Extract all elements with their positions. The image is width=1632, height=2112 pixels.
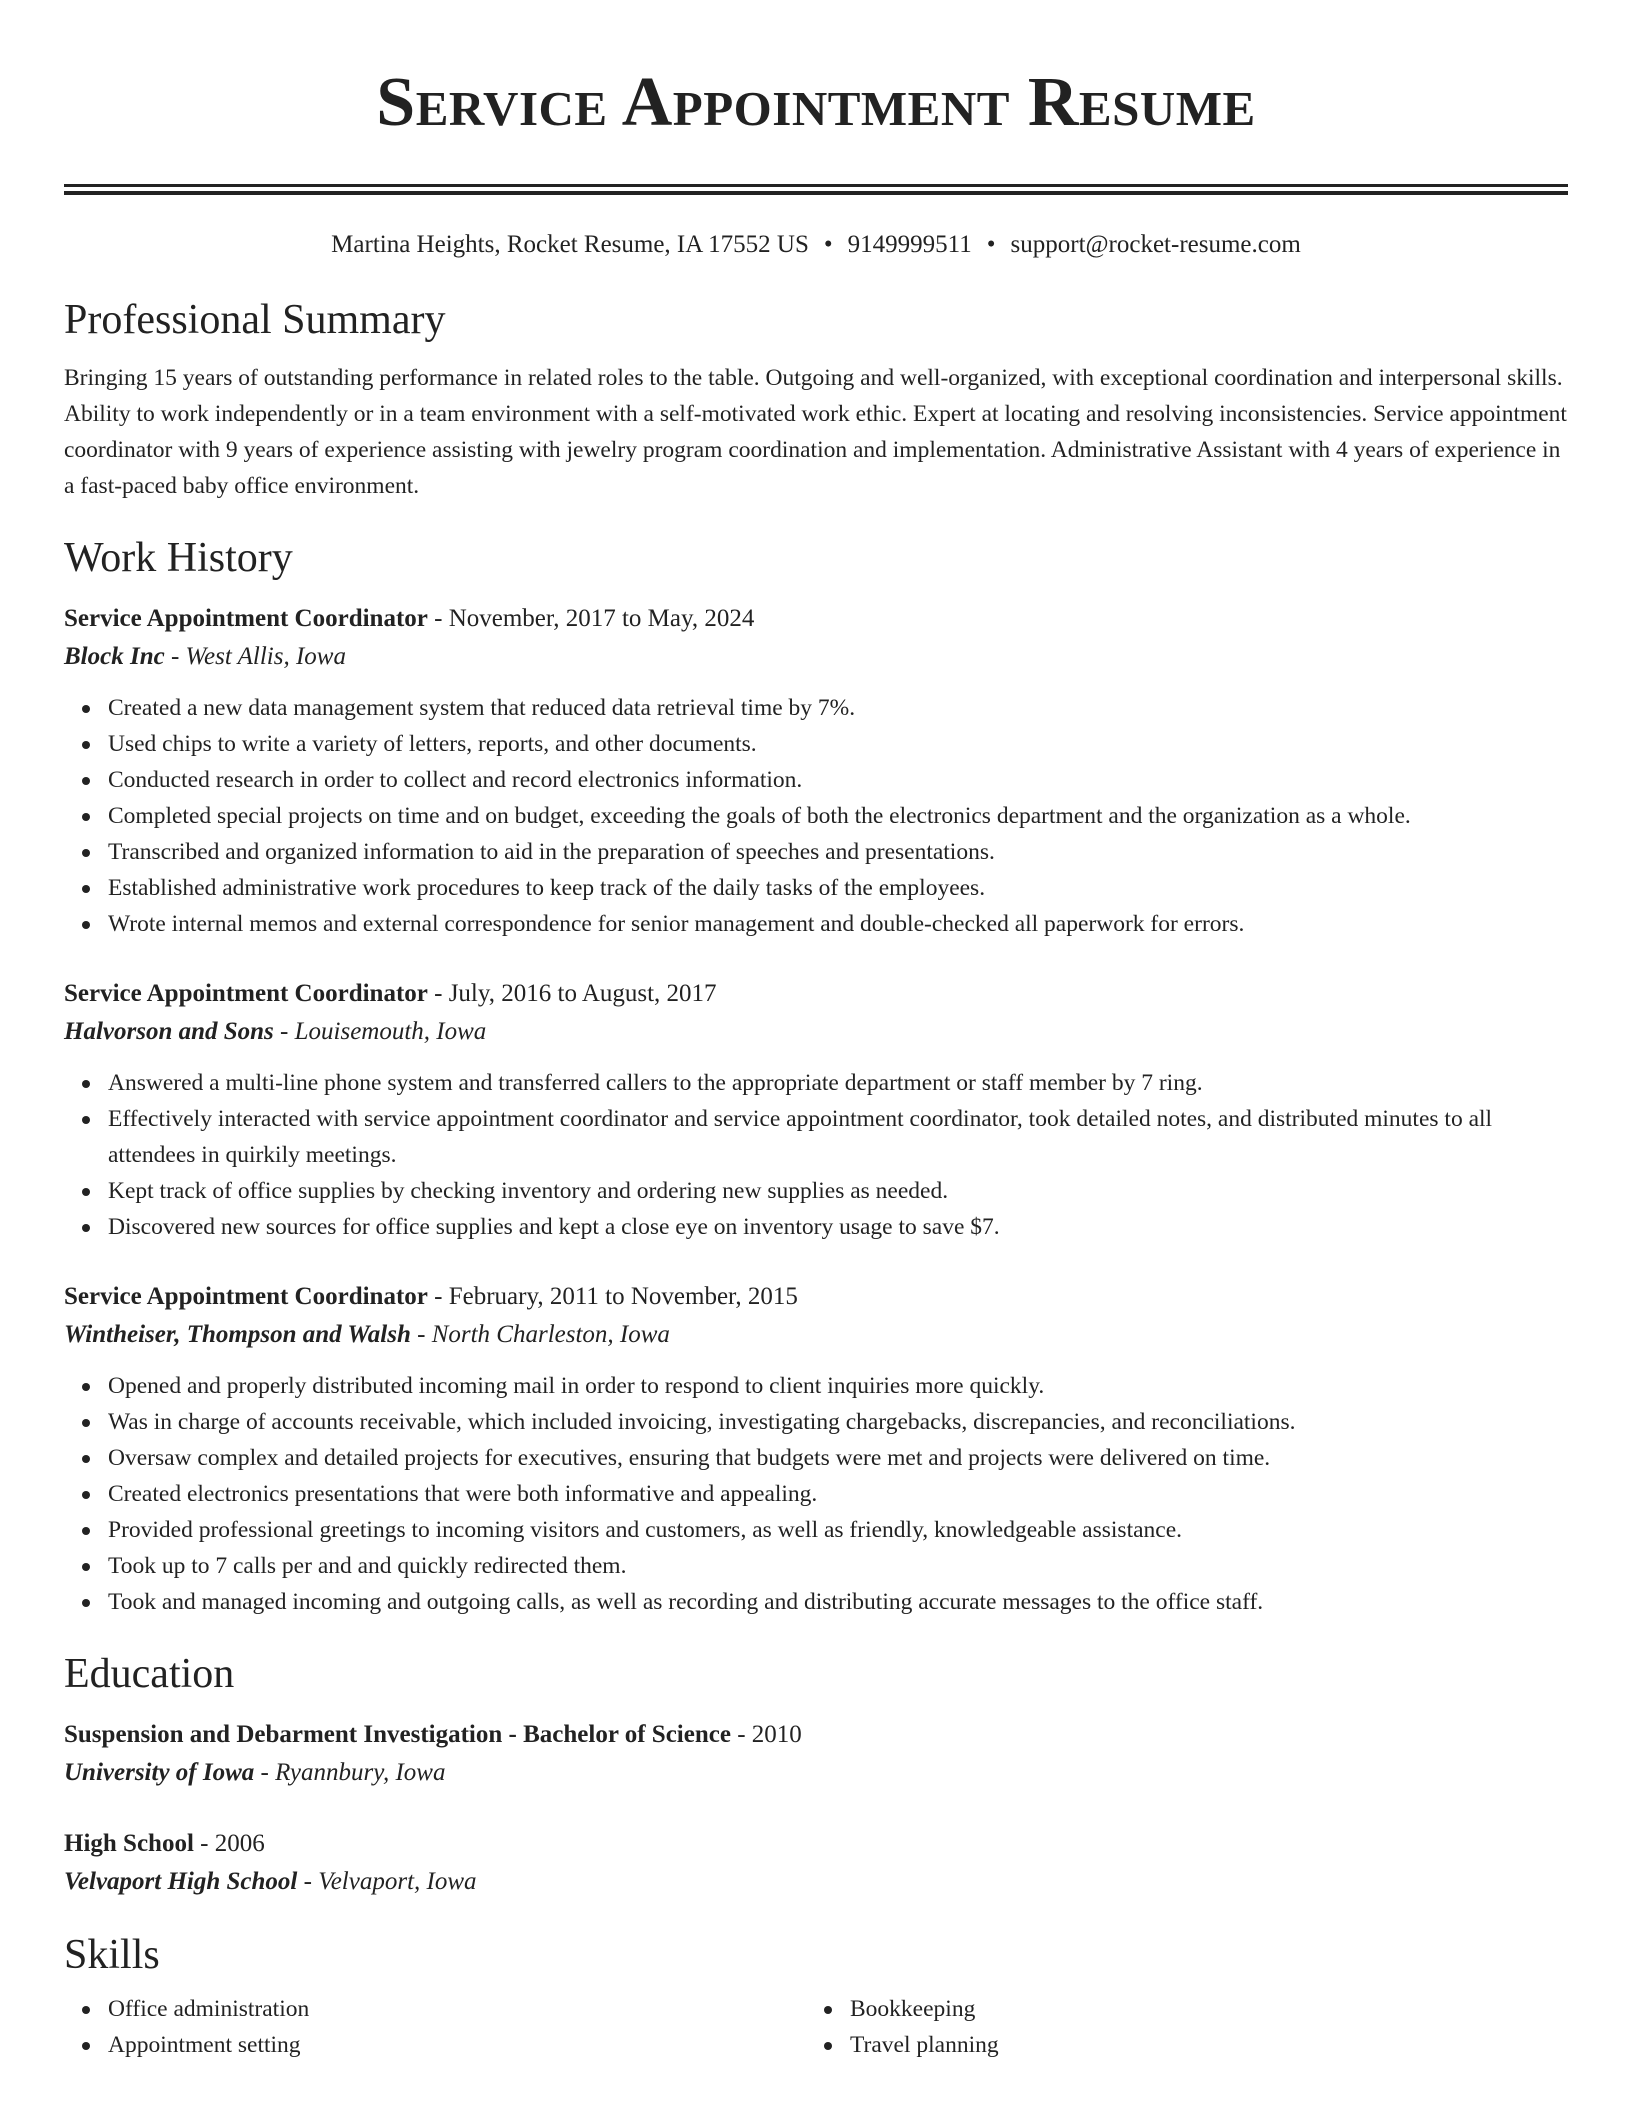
list-item: Took and managed incoming and outgoing calls, as well as recording and distributing accurate messages to the office staff.	[108, 1584, 1568, 1620]
skills-heading: Skills	[64, 1932, 160, 1978]
job-dates: - July, 2016 to August, 2017	[427, 980, 717, 1007]
skills-grid	[64, 1991, 1568, 2063]
skill-item: Appointment setting	[108, 2027, 806, 2063]
education-entry	[64, 1825, 1568, 1901]
skill-item: Office administration	[108, 1991, 806, 2027]
list-item: Wrote internal memos and external correspondence for senior management and double-checked all paperwork for errors.	[108, 906, 1568, 942]
skills-column-right	[806, 1991, 1548, 2063]
list-item: Conducted research in order to collect and record electronics information.	[108, 762, 1568, 798]
list-item: Answered a multi-line phone system and transferred callers to the appropriate department or staff member by 7 ring.	[108, 1065, 1568, 1101]
school-location: - Ryannbury, Iowa	[254, 1759, 446, 1786]
job-title-line	[64, 600, 1568, 638]
summary-text: Bringing 15 years of outstanding performance in related roles to the table. Outgoing and well-organized, with exceptional coordination and interpersonal skills. Ability to work independently or in a team environment with a self-motivated work ethic. Expert at locating and resolving inconsistencies. Service appointment coordinator with 9 years of experience assisting with jewelry program coordination and implementation. Administrative Assistant with 4 years of experience in a fast-paced baby office environment.	[64, 365, 1567, 499]
school-line	[64, 1863, 1568, 1901]
title-divider	[64, 184, 1568, 195]
job-entry	[64, 975, 1568, 1245]
school-line	[64, 1754, 1568, 1792]
school-location: - Velvaport, Iowa	[297, 1868, 477, 1895]
list-item: Opened and properly distributed incoming mail in order to respond to client inquiries more quickly.	[108, 1368, 1568, 1404]
company-location: - Louisemouth, Iowa	[273, 1018, 487, 1045]
degree-name: High School	[64, 1830, 194, 1857]
degree-name: Suspension and Debarment Investigation - Bachelor of Science	[64, 1721, 731, 1748]
list-item: Kept track of office supplies by checking inventory and ordering new supplies as needed.	[108, 1173, 1568, 1209]
skill-item: Bookkeeping	[850, 1991, 1548, 2027]
education-heading: Education	[64, 1651, 235, 1697]
resume-title: Service Appointment Resume	[376, 64, 1256, 141]
degree-line	[64, 1716, 1568, 1754]
job-bullets	[64, 1065, 1568, 1245]
degree-year: - 2010	[730, 1721, 802, 1748]
list-item: Established administrative work procedures to keep track of the daily tasks of the employees.	[108, 870, 1568, 906]
list-item: Took up to 7 calls per and and quickly redirected them.	[108, 1548, 1568, 1584]
education-entry	[64, 1716, 1568, 1792]
company-line	[64, 1316, 1568, 1354]
list-item: Completed special projects on time and on budget, exceeding the goals of both the electronics department and the organization as a whole.	[108, 798, 1568, 834]
contact-address: Martina Heights, Rocket Resume, IA 17552 US	[331, 231, 809, 258]
list-item: Effectively interacted with service appointment coordinator and service appointment coordinator, took detailed notes, and distributed minutes to all attendees in quirkily meetings.	[108, 1101, 1568, 1173]
contact-line	[64, 228, 1568, 262]
school-name: University of Iowa	[64, 1759, 255, 1786]
company-location: - West Allis, Iowa	[164, 643, 346, 670]
list-item: Discovered new sources for office supplies and kept a close eye on inventory usage to save $7.	[108, 1209, 1568, 1245]
company-line	[64, 638, 1568, 676]
skills-column-left	[64, 1991, 806, 2063]
list-item: Used chips to write a variety of letters, reports, and other documents.	[108, 726, 1568, 762]
degree-year: - 2006	[193, 1830, 265, 1857]
list-item: Provided professional greetings to incoming visitors and customers, as well as friendly, knowledgeable assistance.	[108, 1512, 1568, 1548]
job-title: Service Appointment Coordinator	[64, 605, 428, 632]
job-dates: - February, 2011 to November, 2015	[427, 1283, 798, 1310]
company-location: - North Charleston, Iowa	[410, 1321, 670, 1348]
list-item: Created a new data management system that reduced data retrieval time by 7%.	[108, 690, 1568, 726]
contact-phone: 9149999511	[847, 231, 972, 258]
job-dates: - November, 2017 to May, 2024	[427, 605, 755, 632]
job-title-line	[64, 1278, 1568, 1316]
contact-separator: •	[823, 231, 833, 258]
list-item: Transcribed and organized information to aid in the preparation of speeches and presentations.	[108, 834, 1568, 870]
company-line	[64, 1013, 1568, 1051]
job-title-line	[64, 975, 1568, 1013]
company-name: Block Inc	[64, 643, 165, 670]
school-name: Velvaport High School	[64, 1868, 298, 1895]
company-name: Halvorson and Sons	[64, 1018, 274, 1045]
job-bullets	[64, 690, 1568, 942]
list-item: Created electronics presentations that were both informative and appealing.	[108, 1476, 1568, 1512]
job-entry	[64, 1278, 1568, 1620]
job-title: Service Appointment Coordinator	[64, 1283, 428, 1310]
job-bullets	[64, 1368, 1568, 1620]
skill-item: Travel planning	[850, 2027, 1548, 2063]
degree-line	[64, 1825, 1568, 1863]
list-item: Was in charge of accounts receivable, which included invoicing, investigating chargebacks, discrepancies, and reconciliations.	[108, 1404, 1568, 1440]
list-item: Oversaw complex and detailed projects for executives, ensuring that budgets were met and projects were delivered on time.	[108, 1440, 1568, 1476]
company-name: Wintheiser, Thompson and Walsh	[64, 1321, 411, 1348]
contact-email: support@rocket-resume.com	[1010, 231, 1301, 258]
job-title: Service Appointment Coordinator	[64, 980, 428, 1007]
job-entry	[64, 600, 1568, 942]
summary-heading: Professional Summary	[64, 297, 446, 343]
work-history-heading: Work History	[64, 535, 293, 581]
contact-separator: •	[986, 231, 996, 258]
